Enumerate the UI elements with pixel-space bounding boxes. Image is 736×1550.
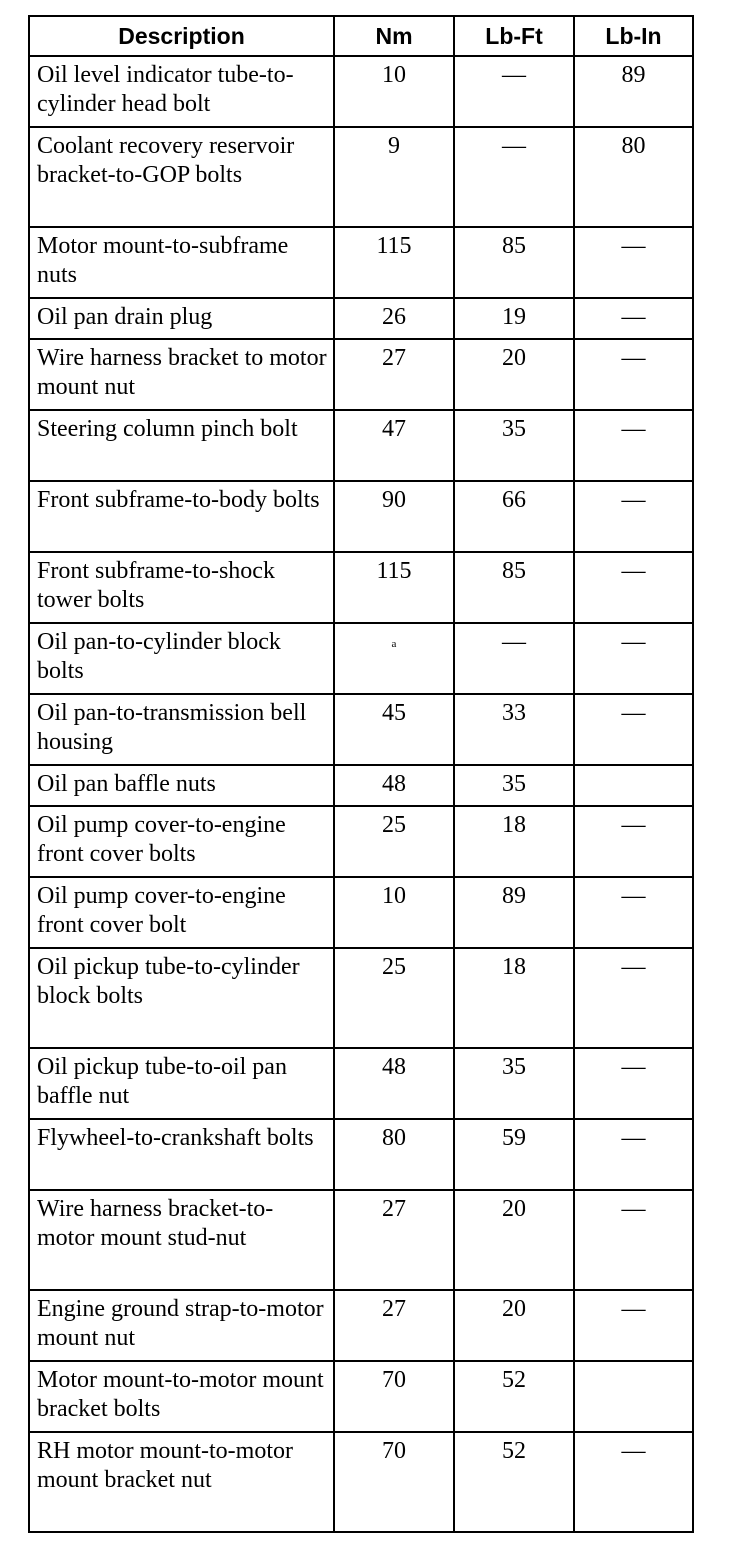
lb-ft-cell: 35 [454,765,574,806]
description-cell: Oil pan-to-cylinder block bolts [29,623,334,694]
lb-ft-cell: 66 [454,481,574,552]
lb-in-cell: — [574,481,693,552]
nm-cell: 27 [334,1190,454,1290]
lb-in-cell: — [574,948,693,1048]
nm-cell: 48 [334,1048,454,1119]
lb-ft-cell: 85 [454,552,574,623]
description-cell: Wire harness bracket-to-motor mount stud-nut [29,1190,334,1290]
lb-ft-cell: 59 [454,1119,574,1190]
description-cell: RH motor mount-to-motor mount bracket nut [29,1432,334,1532]
lb-ft-cell: 18 [454,806,574,877]
lb-ft-cell: 19 [454,298,574,339]
description-cell: Engine ground strap-to-motor mount nut [29,1290,334,1361]
nm-cell: 25 [334,806,454,877]
nm-cell [334,623,454,694]
table-row [29,410,693,481]
lb-in-cell: — [574,410,693,481]
partial-heading-strip [0,0,736,15]
footnote-marker: a [391,638,397,650]
nm-cell: 25 [334,948,454,1048]
lb-in-cell: — [574,1190,693,1290]
description-cell: Oil pickup tube-to-cylinder block bolts [29,948,334,1048]
nm-cell: 80 [334,1119,454,1190]
description-cell: Oil pan baffle nuts [29,765,334,806]
table-row [29,298,693,339]
description-cell: Steering column pinch bolt [29,410,334,481]
lb-ft-cell: 20 [454,339,574,410]
lb-in-cell: — [574,1048,693,1119]
description-cell: Motor mount-to-motor mount bracket bolts [29,1361,334,1432]
lb-ft-cell: 18 [454,948,574,1048]
lb-in-cell: — [574,552,693,623]
lb-ft-cell: — [454,56,574,127]
lb-ft-cell: 89 [454,877,574,948]
table-row [29,56,693,127]
nm-cell: 26 [334,298,454,339]
description-cell: Front subframe-to-body bolts [29,481,334,552]
nm-cell: 10 [334,877,454,948]
table-row [29,1290,693,1361]
lb-in-cell [574,765,693,806]
column-header-description: Description [29,16,334,56]
lb-ft-cell: 52 [454,1361,574,1432]
nm-cell: 115 [334,552,454,623]
lb-in-cell: — [574,227,693,298]
lb-ft-cell: 85 [454,227,574,298]
lb-in-cell: — [574,298,693,339]
table-row [29,1190,693,1290]
table-header-row [29,16,693,56]
nm-cell: 10 [334,56,454,127]
nm-cell: 115 [334,227,454,298]
table-row [29,948,693,1048]
torque-specifications-table [28,15,694,1533]
lb-in-cell: — [574,1119,693,1190]
column-header-lb-ft: Lb-Ft [454,16,574,56]
lb-in-cell: — [574,1290,693,1361]
nm-cell: 45 [334,694,454,765]
nm-cell: 27 [334,339,454,410]
nm-cell: 70 [334,1432,454,1532]
lb-ft-cell: 20 [454,1190,574,1290]
description-cell: Oil pump cover-to-engine front cover bolt [29,877,334,948]
nm-cell: 90 [334,481,454,552]
description-cell: Oil pump cover-to-engine front cover bolts [29,806,334,877]
lb-ft-cell: 35 [454,410,574,481]
nm-cell: 48 [334,765,454,806]
table-row [29,339,693,410]
table-row [29,623,693,694]
lb-ft-cell: — [454,623,574,694]
nm-cell: 9 [334,127,454,227]
lb-ft-cell: 20 [454,1290,574,1361]
lb-in-cell: 80 [574,127,693,227]
lb-in-cell: — [574,877,693,948]
lb-in-cell: 89 [574,56,693,127]
lb-in-cell: — [574,694,693,765]
nm-cell: 47 [334,410,454,481]
table-row [29,1361,693,1432]
lb-in-cell: — [574,339,693,410]
table-row [29,765,693,806]
nm-cell: 27 [334,1290,454,1361]
table-row [29,127,693,227]
lb-in-cell [574,1361,693,1432]
table-row [29,694,693,765]
lb-in-cell: — [574,623,693,694]
description-cell: Motor mount-to-subframe nuts [29,227,334,298]
description-cell: Coolant recovery reservoir bracket-to-GOP bolts [29,127,334,227]
lb-ft-cell: — [454,127,574,227]
table-row [29,1119,693,1190]
description-cell: Oil level indicator tube-to-cylinder head bolt [29,56,334,127]
table-row [29,552,693,623]
description-cell: Flywheel-to-crankshaft bolts [29,1119,334,1190]
nm-cell: 70 [334,1361,454,1432]
table-row [29,227,693,298]
lb-ft-cell: 35 [454,1048,574,1119]
column-header-lb-in: Lb-In [574,16,693,56]
description-cell: Oil pickup tube-to-oil pan baffle nut [29,1048,334,1119]
lb-in-cell: — [574,1432,693,1532]
table-row [29,877,693,948]
table-row [29,806,693,877]
lb-in-cell: — [574,806,693,877]
description-cell: Front subframe-to-shock tower bolts [29,552,334,623]
partial-heading-fragment [10,0,16,13]
description-cell: Oil pan-to-transmission bell housing [29,694,334,765]
description-cell: Wire harness bracket to motor mount nut [29,339,334,410]
table-row [29,481,693,552]
lb-ft-cell: 52 [454,1432,574,1532]
lb-ft-cell: 33 [454,694,574,765]
table-row [29,1432,693,1532]
description-cell: Oil pan drain plug [29,298,334,339]
column-header-nm: Nm [334,16,454,56]
table-row [29,1048,693,1119]
